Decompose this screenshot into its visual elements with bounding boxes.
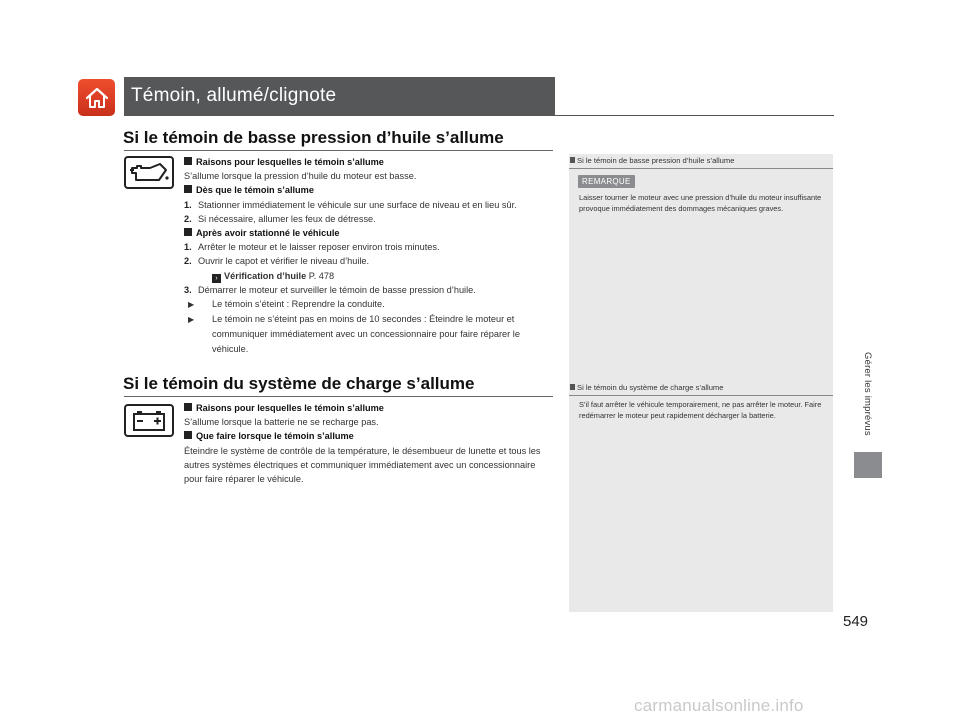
section-divider [124,396,553,397]
home-button[interactable] [78,79,115,116]
side-note-divider [569,395,833,396]
page-title: Témoin, allumé/clignote [131,85,337,106]
reference-arrow-icon: › [212,274,221,283]
cross-reference-link[interactable]: › Vérification d’huile P. 478 [184,269,556,283]
side-note-title: Si le témoin de basse pression d’huile s’allume [569,156,833,165]
subheading: Dès que le témoin s’allume [184,183,556,197]
subheading: Que faire lorsque le témoin s’allume [184,429,556,443]
oil-can-icon [124,156,174,189]
subheading: Raisons pour lesquelles le témoin s’allume [184,401,556,415]
remarque-badge: REMARQUE [578,175,635,188]
section2-body [184,401,556,486]
watermark: carmanualsonline.info [634,696,804,715]
title-bar [124,77,555,115]
chapter-tab-label[interactable]: Gérer les imprévus [862,352,873,436]
step-item: 1. Arrêter le moteur et le laisser reposer environ trois minutes. [184,242,440,253]
paragraph: S’allume lorsque la batterie ne se recharge pas. [184,417,379,428]
step-item: 1. Stationner immédiatement le véhicule sur une surface de niveau et en lieu sûr. [184,199,517,210]
section-divider [124,150,553,151]
paragraph: S’allume lorsque la pression d’huile du moteur est basse. [184,171,417,182]
paragraph: Éteindre le système de contrôle de la température, le désembueur de lunette et tous les autres systèmes électriques et communiquer immédiatement avec un concessionnaire pour faire réparer le véhicule. [184,445,541,485]
triangle-arrow-icon: ▶ [188,300,195,310]
battery-icon [124,404,174,437]
subheading: Après avoir stationné le véhicule [184,226,556,240]
section-heading-charging-system: Si le témoin du système de charge s’allume [123,374,475,393]
side-note-divider [569,168,833,169]
bullet-item: ▶ Le témoin ne s’éteint pas en moins de 10 secondes : Éteindre le moteur et communiquer immédiatement avec un concessionnaire pour faire réparer le véhicule. [188,314,520,354]
triangle-arrow-icon: ▶ [188,315,195,325]
page-number: 549 [843,613,869,630]
bullet-item: ▶ Le témoin s’éteint : Reprendre la conduite. [184,297,556,312]
section1-body [184,155,556,356]
step-item: 2. Si nécessaire, allumer les feux de détresse. [184,213,376,224]
home-icon [84,86,110,110]
step-item: 3. Démarrer le moteur et surveiller le témoin de basse pression d’huile. [184,284,476,295]
note-marker-icon [570,384,575,390]
side-note-text: S’il faut arrêter le véhicule temporairement, ne pas arrêter le moteur. Faire redémarrer le moteur peut rapidement décharger la batterie. [579,400,822,421]
subheading: Raisons pour lesquelles le témoin s’allume [184,155,556,169]
note-marker-icon [570,157,575,163]
side-note-title: Si le témoin du système de charge s’allume [569,383,833,392]
chapter-tab-marker[interactable] [854,452,882,478]
section-heading-oil-pressure: Si le témoin de basse pression d’huile s’allume [123,128,504,147]
side-note-text: Laisser tourner le moteur avec une pression d’huile du moteur insuffisante provoque immédiatement des dommages mécaniques graves. [579,193,822,214]
title-divider [124,115,834,116]
step-item: 2. Ouvrir le capot et vérifier le niveau d’huile. [184,256,370,267]
